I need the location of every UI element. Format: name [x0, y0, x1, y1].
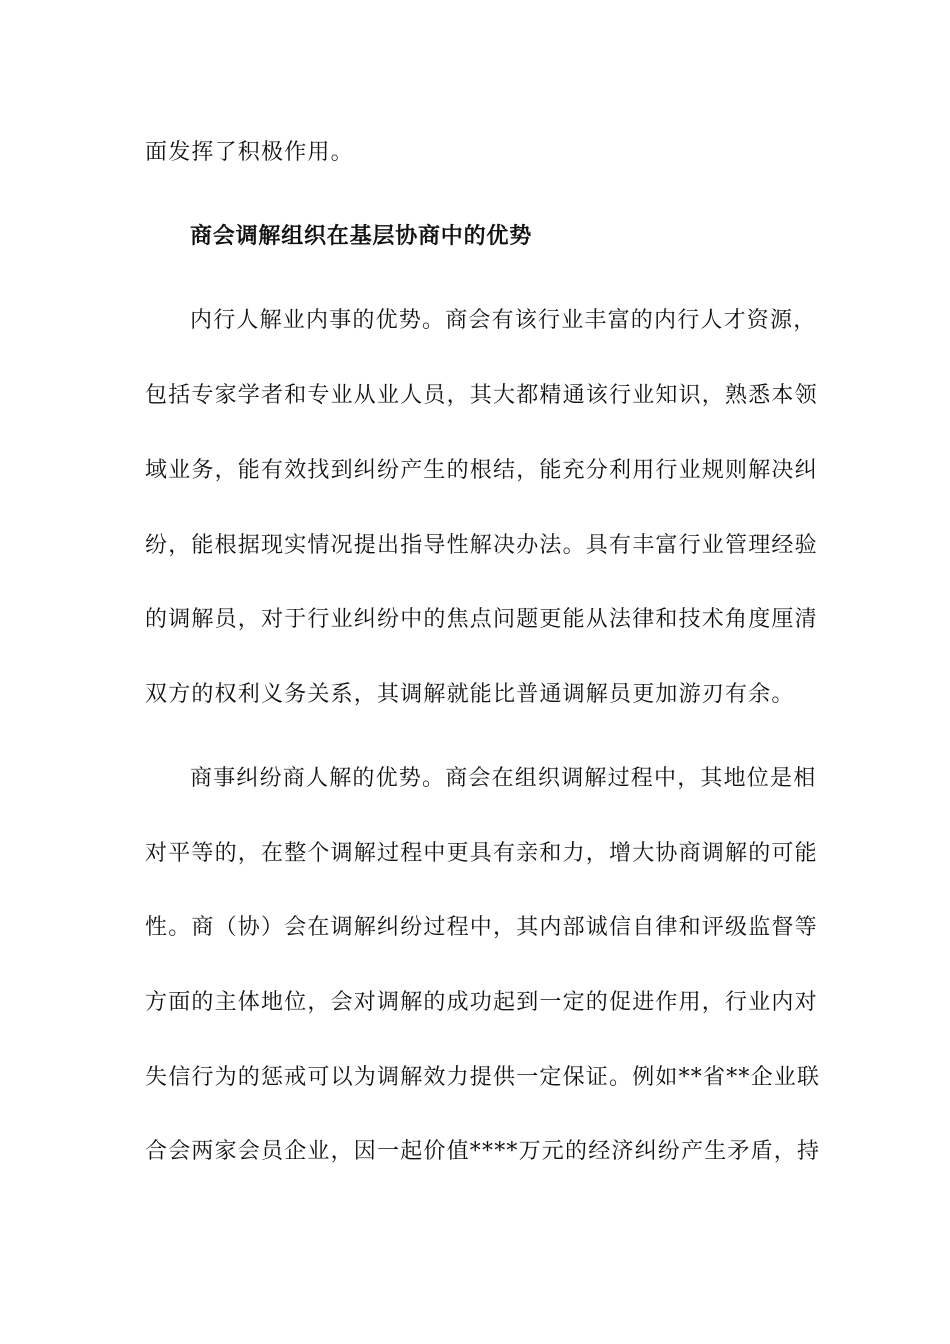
text-line: 商事纠纷商人解的优势。商会在组织调解过程中，其地位是相	[190, 766, 817, 791]
text-line: 的调解员，对于行业纠纷中的焦点问题更能从法律和技术角度厘清	[145, 607, 818, 632]
text-line: 失信行为的惩戒可以为调解效力提供一定保证。例如**省**企业联	[145, 1065, 821, 1090]
text-line: 内行人解业内事的优势。商会有该行业丰富的内行人才资源，	[190, 308, 817, 333]
text-line: 纷，能根据现实情况提出指导性解决办法。具有丰富行业管理经验	[145, 533, 818, 558]
section-heading: 商会调解组织在基层协商中的优势	[190, 224, 533, 249]
text-line: 域业务，能有效找到纠纷产生的根结，能充分利用行业规则解决纠	[145, 458, 818, 483]
text-line: 包括专家学者和专业从业人员，其大都精通该行业知识，熟悉本领	[145, 383, 818, 408]
text-line: 合会两家会员企业，因一起价值****万元的经济纠纷产生矛盾，持	[145, 1139, 821, 1164]
text-line: 性。商（协）会在调解纠纷过程中，其内部诚信自律和评级监督等	[145, 915, 818, 940]
text-line: 面发挥了积极作用。	[145, 140, 354, 165]
text-line: 对平等的，在整个调解过程中更具有亲和力，增大协商调解的可能	[145, 841, 818, 866]
text-line: 双方的权利义务关系，其调解就能比普通调解员更加游刃有余。	[145, 682, 795, 707]
text-line: 方面的主体地位，会对调解的成功起到一定的促进作用，行业内对	[145, 990, 818, 1015]
